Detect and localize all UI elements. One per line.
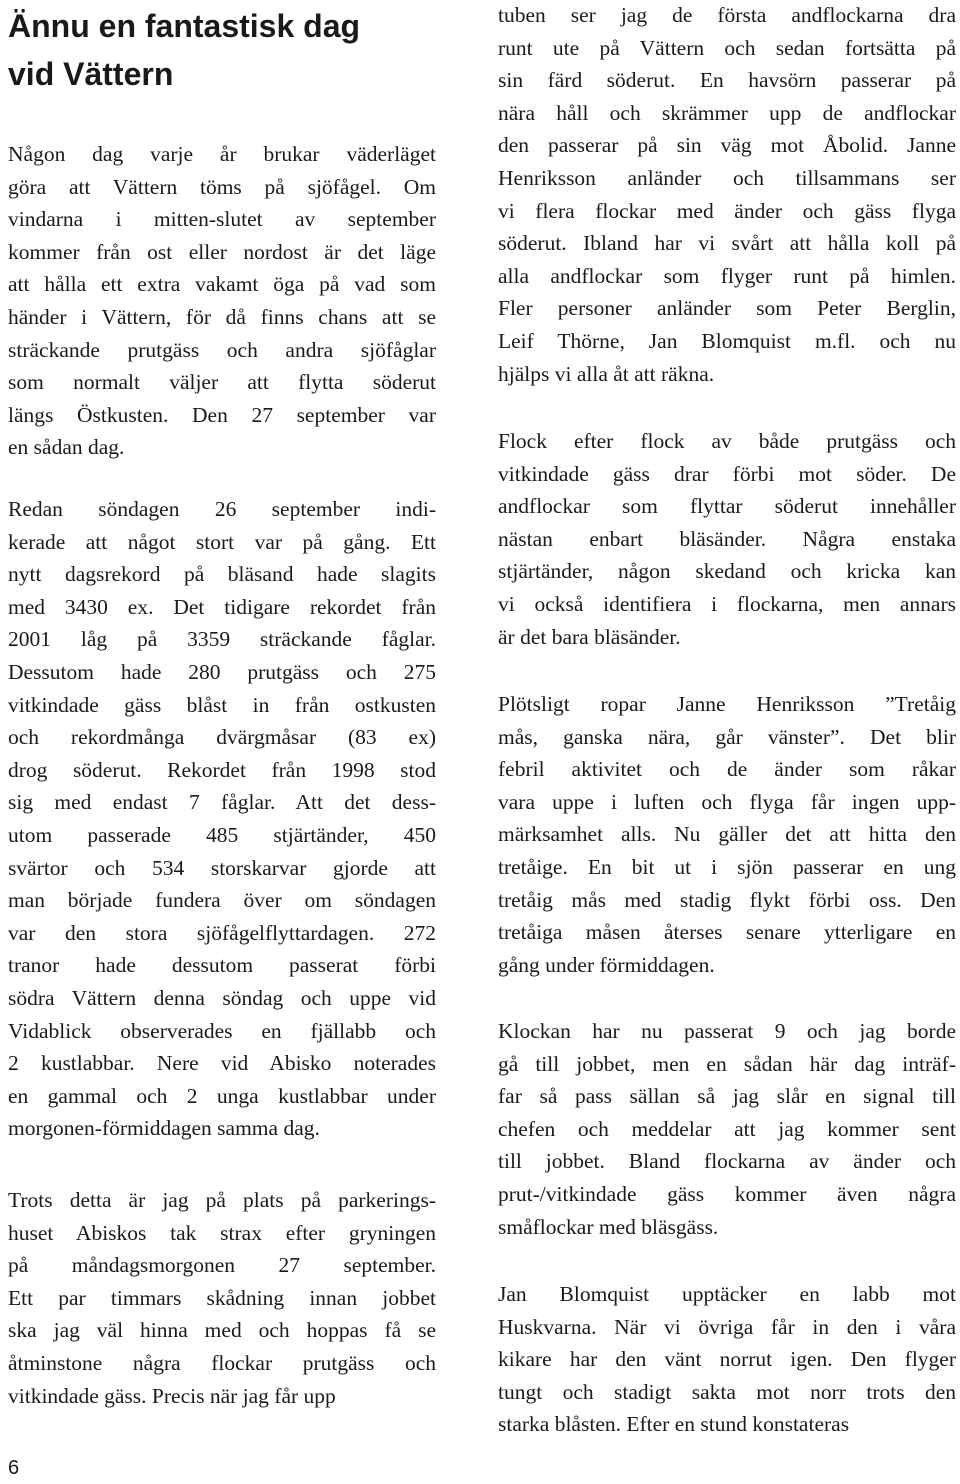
text-line: på måndagsmorgonen 27 september. — [8, 1253, 436, 1278]
text-line: längs Östkusten. Den 27 september var — [8, 402, 436, 427]
text-line: chefen och meddelar att jag kommer sent — [498, 1116, 956, 1141]
text-line: sin färd söderut. En havsörn passerar på — [498, 68, 956, 93]
text-line: alla andflockar som flyger runt på himlen. — [498, 263, 956, 288]
text-line: Klockan har nu passerat 9 och jag borde — [498, 1019, 956, 1043]
text-line: vitkindade gäss. Precis när jag får upp — [8, 1383, 336, 1408]
text-line: Trots detta är jag på plats på parkerings- — [8, 1188, 436, 1212]
text-line: nära håll och skrämmer upp de andflockar — [498, 100, 956, 125]
text-line: kommer från ost eller nordost är det läge — [8, 239, 436, 264]
text-line: prut-/vitkindade gäss kommer även några — [498, 1182, 956, 1206]
text-line: ska jag väl hinna med och hoppas få se — [8, 1318, 436, 1343]
text-line: tuben ser jag de första andflockarna dra — [498, 3, 956, 27]
text-line: Någon dag varje år brukar väderläget — [8, 142, 436, 166]
text-line: och rekordmånga dvärgmåsar (83 ex) — [8, 725, 436, 750]
text-line: sträckande prutgäss och andra sjöfåglar — [8, 337, 436, 362]
text-line: Dessutom hade 280 prutgäss och 275 — [8, 660, 436, 684]
text-line: starka blåsten. Efter en stund konstateras — [498, 1412, 850, 1437]
text-line: man började fundera över om söndagen — [8, 888, 436, 913]
text-line: tretåige. En bit ut i sjön passerar en ung — [498, 855, 956, 879]
text-line: utom passerade 485 stjärtänder, 450 — [8, 823, 436, 847]
text-line: söderut. Ibland har vi svårt att hålla koll på — [498, 231, 956, 256]
text-line: Vidablick observerades en fjällabb och — [8, 1018, 436, 1043]
text-line: en gammal och 2 unga kustlabbar under — [8, 1083, 436, 1108]
text-line: tungt och stadigt sakta mot norr trots den — [498, 1379, 956, 1404]
text-line: att hålla ett extra vakamt öga på vad som — [8, 272, 436, 297]
text-line: gång under förmiddagen. — [498, 952, 715, 977]
text-line: Fler personer anländer som Peter Berglin, — [498, 296, 956, 321]
text-line: åtminstone några flockar prutgäss och — [8, 1351, 436, 1375]
text-line: nytt dagsrekord på bläsand hade slagits — [8, 562, 436, 587]
text-line: morgonen-förmiddagen samma dag. — [8, 1116, 320, 1141]
article-title-line-2: vid Vättern — [8, 56, 174, 92]
text-line: stjärtänder, någon skedand och kricka kan — [498, 559, 956, 584]
text-line: Henriksson anländer och tillsammans ser — [498, 166, 956, 190]
text-line: febril aktivitet och de änder som råkar — [498, 757, 956, 782]
text-line: 2 kustlabbar. Nere vid Abisko noterades — [8, 1051, 436, 1076]
text-line: Flock efter flock av både prutgäss och — [498, 429, 956, 453]
text-line: vara uppe i luften och flyga får ingen upp- — [498, 789, 956, 814]
text-line: mås, ganska nära, går vänster”. Det blir — [498, 724, 956, 749]
text-line: kerade att något stort var på gång. Ett — [8, 529, 436, 554]
text-line: Huskvarna. När vi övriga får in den i våra — [498, 1314, 956, 1339]
text-line: som normalt väljer att flytta söderut — [8, 370, 436, 395]
text-line: tretåig mås med stadig flykt förbi oss. Den — [498, 887, 956, 912]
text-line: med 3430 ex. Det tidigare rekordet från — [8, 594, 436, 619]
text-line: vitkindade gäss blåst in från ostkusten — [8, 692, 436, 717]
text-line: var den stora sjöfågelflyttardagen. 272 — [8, 920, 436, 945]
text-line: svärtor och 534 storskarvar gjorde att — [8, 855, 436, 880]
article-title — [8, 2, 468, 98]
text-line: kikare har den vänt norrut igen. Den flyger — [498, 1347, 956, 1372]
text-line: en sådan dag. — [8, 435, 125, 460]
text-line: far så pass sällan så jag slår en signal till — [498, 1084, 956, 1109]
text-line: huset Abiskos tak strax efter gryningen — [8, 1220, 436, 1245]
text-line: Jan Blomquist upptäcker en labb mot — [498, 1282, 956, 1306]
text-line: vindarna i mitten-slutet av september — [8, 207, 436, 232]
text-line: södra Vättern denna söndag och uppe vid — [8, 986, 436, 1010]
text-line: är det bara bläsänder. — [498, 624, 681, 649]
text-line: runt ute på Vättern och sedan fortsätta på — [498, 35, 956, 60]
text-line: tranor hade dessutom passerat förbi — [8, 953, 436, 978]
text-line: tretåiga måsen återses senare ytterligare en — [498, 920, 956, 945]
page-number: 6 — [8, 1457, 20, 1479]
text-line: Redan söndagen 26 september indi- — [8, 497, 436, 521]
text-line: Plötsligt ropar Janne Henriksson ”Tretåig — [498, 692, 956, 716]
text-line: vi flera flockar med änder och gäss flyga — [498, 198, 956, 223]
text-line: märksamhet alls. Nu gäller det att hitta den — [498, 822, 956, 847]
text-line: småflockar med bläsgäss. — [498, 1214, 719, 1239]
text-line: gå till jobbet, men en sådan här dag inträf- — [498, 1051, 956, 1076]
text-line: till jobbet. Bland flockarna av änder och — [498, 1149, 956, 1174]
text-line: nästan enbart bläsänder. Några enstaka — [498, 526, 956, 551]
text-line: vi också identifiera i flockarna, men annars — [498, 592, 956, 616]
text-line: andflockar som flyttar söderut innehåller — [498, 494, 956, 519]
text-line: vitkindade gäss drar förbi mot söder. De — [498, 461, 956, 486]
text-line: 2001 låg på 3359 sträckande fåglar. — [8, 627, 436, 652]
text-line: Ett par timmars skådning innan jobbet — [8, 1285, 436, 1310]
text-line: göra att Vättern töms på sjöfågel. Om — [8, 174, 436, 199]
text-line: Leif Thörne, Jan Blomquist m.fl. och nu — [498, 329, 956, 353]
article-title-line-1: Ännu en fantastisk dag — [8, 8, 361, 44]
text-line: sig med endast 7 fåglar. Att det dess- — [8, 790, 436, 815]
text-line: hjälps vi alla åt att räkna. — [498, 361, 715, 386]
text-line: drog söderut. Rekordet från 1998 stod — [8, 757, 436, 782]
text-line: händer i Vättern, för då finns chans att se — [8, 305, 436, 329]
text-line: den passerar på sin väg mot Åbolid. Janne — [498, 133, 956, 158]
